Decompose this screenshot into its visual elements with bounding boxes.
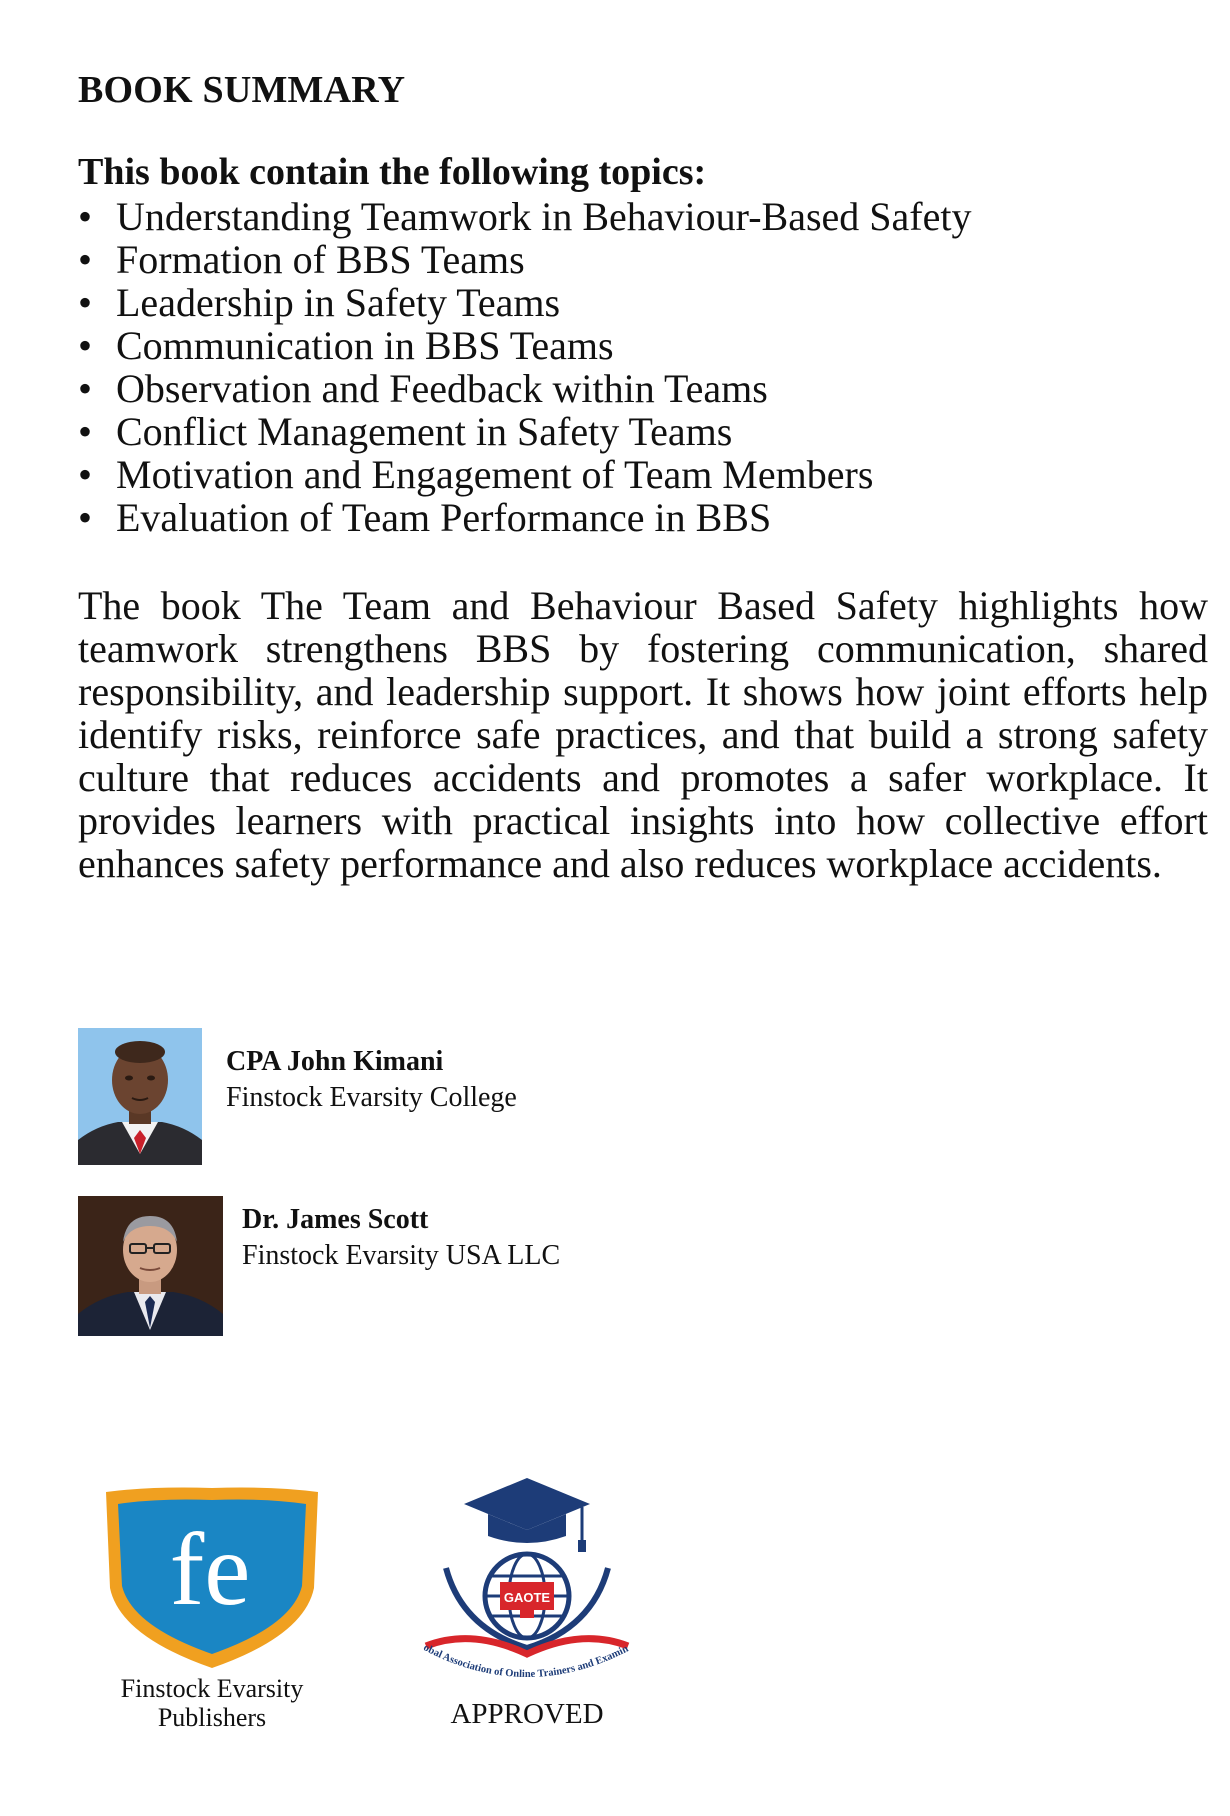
topic-text: Observation and Feedback within Teams bbox=[116, 366, 768, 411]
author-name: Dr. James Scott bbox=[242, 1204, 429, 1235]
bullet: • bbox=[78, 194, 93, 239]
topic-text: Evaluation of Team Performance in BBS bbox=[116, 495, 772, 540]
approval-logo bbox=[412, 1478, 642, 1730]
gaote-ring-text: obal Association of Online Trainers and Examin bbox=[421, 1642, 631, 1681]
topic-text: Leadership in Safety Teams bbox=[116, 280, 561, 325]
graduation-cap-icon bbox=[464, 1478, 590, 1530]
topics-intro: This book contain the following topics: bbox=[78, 151, 707, 193]
fe-monogram: fe bbox=[169, 1512, 251, 1627]
author-affiliation: Finstock Evarsity USA LLC bbox=[242, 1240, 561, 1271]
author-photo bbox=[78, 1196, 223, 1336]
topic-list bbox=[78, 195, 971, 539]
author-photo bbox=[78, 1028, 202, 1165]
author-portrait-image bbox=[78, 1196, 223, 1336]
list-item bbox=[78, 410, 971, 453]
topic-text: Communication in BBS Teams bbox=[116, 323, 614, 368]
bullet: • bbox=[78, 409, 93, 454]
topic-text: Formation of BBS Teams bbox=[116, 237, 525, 282]
publisher-logo bbox=[92, 1484, 332, 1732]
gaote-acronym: GAOTE bbox=[503, 1590, 551, 1605]
topic-text: Understanding Teamwork in Behaviour-Based Safety bbox=[116, 194, 972, 239]
topic-text: Motivation and Engagement of Team Members bbox=[116, 452, 874, 497]
list-item bbox=[78, 324, 971, 367]
publisher-caption-line2: Publishers bbox=[157, 1703, 267, 1732]
approved-caption: APPROVED bbox=[450, 1698, 604, 1730]
list-item bbox=[78, 496, 971, 539]
topic-text: Conflict Management in Safety Teams bbox=[116, 409, 733, 454]
book-summary-heading: BOOK SUMMARY bbox=[78, 69, 406, 111]
bullet: • bbox=[78, 237, 93, 282]
list-item bbox=[78, 195, 971, 238]
publisher-caption-line1: Finstock Evarsity bbox=[120, 1674, 304, 1703]
author-name: CPA John Kimani bbox=[226, 1046, 444, 1077]
list-item bbox=[78, 367, 971, 410]
bullet: • bbox=[78, 323, 93, 368]
list-item bbox=[78, 238, 971, 281]
author-affiliation: Finstock Evarsity College bbox=[226, 1082, 517, 1113]
bullet: • bbox=[78, 366, 93, 411]
list-item bbox=[78, 281, 971, 324]
gaote-emblem-icon bbox=[412, 1478, 642, 1698]
fe-shield-icon bbox=[92, 1484, 332, 1674]
list-item bbox=[78, 453, 971, 496]
summary-paragraph: The book The Team and Behaviour Based Safety highlights how teamwork strengthens BBS by fostering communication, shared responsibility, and leadership support. It shows how joint efforts help identify risks, reinforce safe practices, and that build a strong safety culture that reduces accidents and promotes a safer workplace. It provides learners with practical insights into how collective effort enhances safety performance and also reduces workplace accidents. bbox=[78, 583, 1208, 886]
author-portrait-image bbox=[78, 1028, 202, 1165]
bullet: • bbox=[78, 280, 93, 325]
bullet: • bbox=[78, 452, 93, 497]
bullet: • bbox=[78, 495, 93, 540]
publisher-caption bbox=[92, 1674, 332, 1732]
